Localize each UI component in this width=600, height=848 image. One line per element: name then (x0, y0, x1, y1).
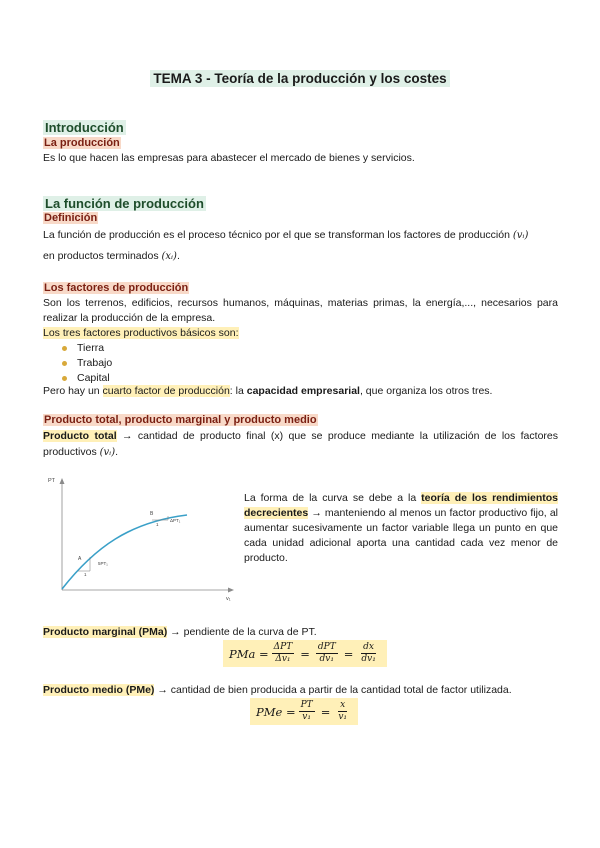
producto-marginal-desc: → pendiente de la curva de PT. (167, 626, 317, 638)
pme-f2-den: v₁ (338, 712, 348, 722)
definicion-heading-text: Definición (44, 212, 98, 224)
equals-sign: = (343, 646, 354, 661)
pma-lhs: PMa = (229, 646, 269, 661)
producto-medio-line (43, 682, 563, 699)
list-item: Tierra (43, 341, 112, 356)
intro-heading (43, 120, 126, 135)
pma-f3-den: dv₁ (361, 654, 376, 664)
capacidad-empresarial: capacidad empresarial (246, 385, 360, 397)
pma-f2-den: dv₁ (319, 654, 335, 664)
page-title-text: TEMA 3 - Teoría de la producción y los costes (150, 70, 449, 87)
production-curve-graph (40, 472, 240, 604)
factores-list-intro-text: Los tres factores productivos básicos son: (43, 327, 239, 339)
pma-fraction-1 (272, 642, 295, 665)
producto-medio-desc: → cantidad de bien producida a partir de la cantidad total de factor utilizada. (154, 684, 512, 696)
producto-marginal-label: Producto marginal (PMa) (43, 626, 168, 638)
definicion-line-2 (43, 248, 558, 265)
product-symbol: (xᵢ) (161, 251, 177, 262)
definicion-line-1-text: La función de producción es el proceso técnico por el que se transforman los factores de producción (43, 229, 510, 241)
producto-heading-text: Producto total, producto marginal y producto medio (44, 414, 317, 426)
pma-f3-num: dx (363, 642, 374, 652)
cuarto-factor-text-2: : la (229, 385, 247, 397)
producto-marginal-line (43, 624, 558, 641)
cuarto-factor-text-1: Pero hay un (43, 385, 103, 397)
equals-sign: = (300, 646, 310, 661)
unit-a-label: 1 (84, 572, 87, 577)
pma-formula (223, 640, 387, 667)
pma-fraction-2 (316, 642, 338, 665)
pme-lhs: PMe = (256, 704, 296, 719)
page-title (0, 71, 600, 86)
factor-symbol: (vᵢ) (99, 447, 116, 458)
delta-b-label: ΔPT₁ (170, 518, 181, 523)
factores-list (43, 341, 112, 386)
definicion-line-1 (43, 227, 563, 244)
factores-heading (43, 282, 189, 294)
list-item: Trabajo (43, 356, 112, 371)
definicion-line-2-end: . (176, 250, 180, 262)
cuarto-factor-highlight: cuarto factor de producción (102, 385, 230, 397)
pme-fraction-2 (336, 700, 349, 723)
intro-text: Es lo que hacen las empresas para abastecer el mercado de bienes y servicios. (43, 152, 415, 164)
producto-heading (43, 414, 318, 426)
rendimientos-decrecientes: teoría de los rendimientos decrecientes (244, 492, 559, 519)
equals-sign: = (320, 704, 331, 719)
factores-heading-text: Los factores de producción (44, 282, 189, 294)
intro-subheading-text: La producción (44, 137, 120, 149)
cuarto-factor-text-3: , que organiza los otros tres. (359, 385, 493, 397)
factores-text: Son los terrenos, edificios, recursos humanos, máquinas, materias primas, la energía,..., necesarios para realizar la producción de la empresa. (43, 297, 558, 324)
funcion-heading (43, 196, 206, 211)
point-a-label: A (78, 556, 82, 562)
producto-total-end: . (115, 446, 119, 458)
delta-a-label: 5PT₁ (98, 561, 108, 566)
producto-total-text (43, 428, 558, 461)
x-axis-label: v₁ (226, 596, 231, 602)
factor-symbol: (vᵢ) (512, 230, 529, 241)
y-axis-arrow (60, 478, 65, 484)
pma-f1-den: Δv₁ (275, 654, 291, 664)
pma-f1-num: ΔPT (273, 642, 293, 652)
pma-fraction-3 (359, 642, 377, 665)
unit-b-label: 1 (156, 522, 159, 527)
pme-formula (250, 698, 358, 725)
funcion-heading-text: La función de producción (45, 196, 204, 211)
intro-heading-text: Introducción (45, 120, 124, 135)
curve-explanation-text-1: La forma de la curva se debe a la (244, 492, 422, 504)
definicion-heading (43, 212, 98, 224)
point-b-label: B (150, 511, 154, 517)
factores-list-intro (43, 325, 239, 342)
curve-explanation (244, 491, 558, 566)
cuarto-factor-line (43, 383, 558, 400)
curve-explanation-text-2: → manteniendo al menos un factor productivo fijo, al aumentar sucesivamente un factor variable llega un punto en que cada unidad adicional aporta una cantidad cada vez menor de producto. (244, 507, 558, 564)
pma-f2-num: dPT (317, 642, 336, 652)
pme-fraction-1 (299, 700, 315, 723)
pt-curve (62, 515, 187, 589)
y-axis-label: PT (48, 478, 56, 484)
producto-total-desc: → cantidad de producto final (x) que se produce mediante la utilización de los factores productivos (43, 430, 558, 458)
producto-medio-label: Producto medio (PMe) (43, 684, 155, 696)
x-axis-arrow (228, 588, 234, 593)
pme-f1-den: v₁ (302, 712, 311, 722)
pme-f2-num: x (340, 700, 346, 710)
intro-subheading (43, 137, 121, 149)
producto-total-label: Producto total (43, 430, 117, 442)
pme-f1-num: PT (300, 700, 313, 710)
definicion-line-2-text: en productos terminados (43, 250, 159, 262)
list-item: Capital (43, 371, 112, 386)
